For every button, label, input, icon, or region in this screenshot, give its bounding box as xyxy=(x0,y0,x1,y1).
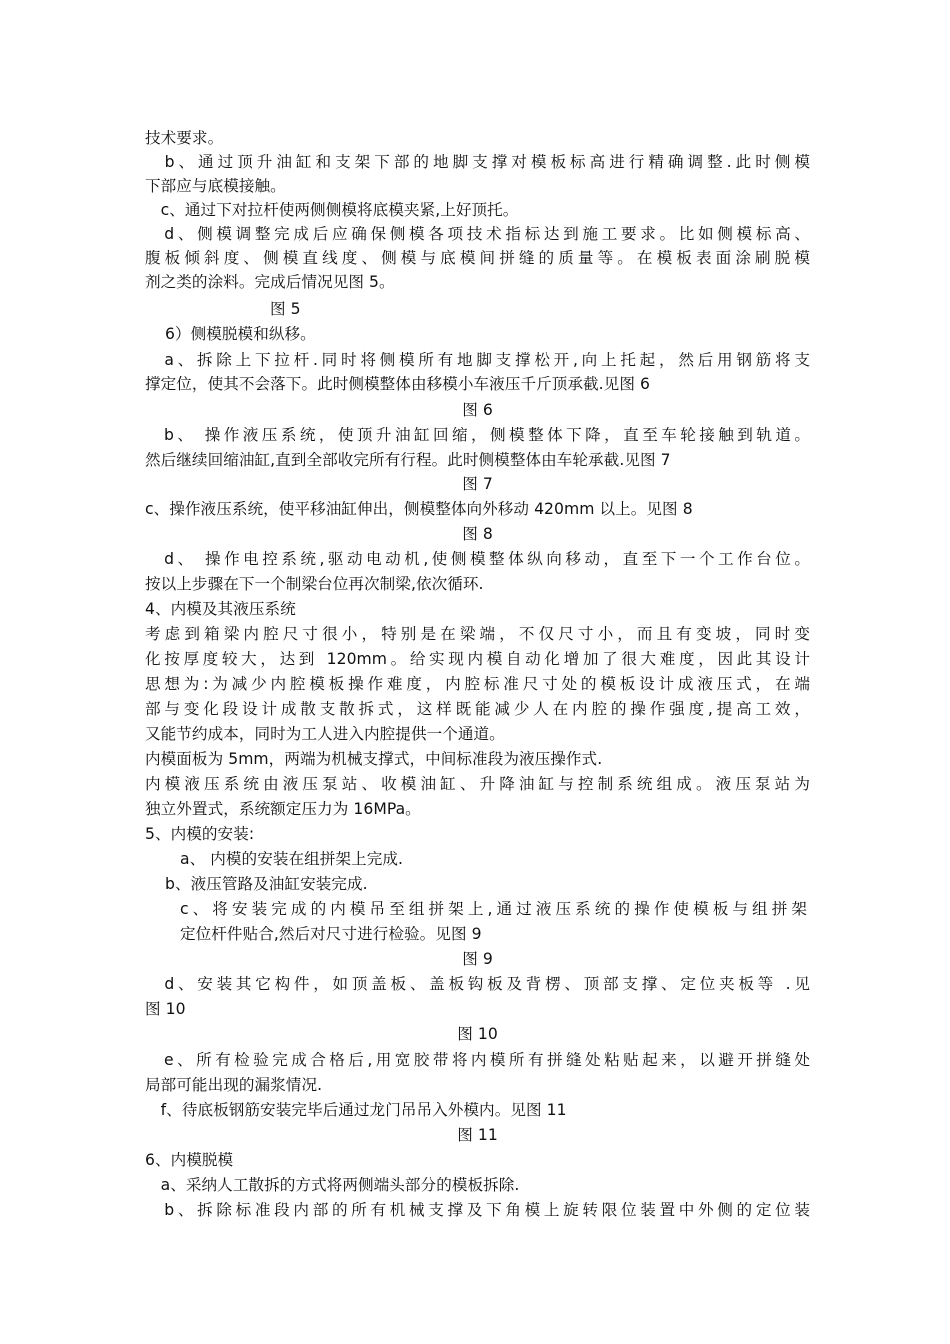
text-line: 化按厚度较大，达到 120mm。给实现内模自动化增加了很大难度，因此其设计 xyxy=(145,650,810,668)
text-line: 内模面板为 5mm，两端为机械支撑式，中间标准段为液压操作式. xyxy=(145,750,603,768)
text-line: 内模液压系统由液压泵站、收模油缸、升降油缸与控制系统组成。液压泵站为 xyxy=(145,775,810,793)
text-line: b、通过顶升油缸和支架下部的地脚支撑对模板标高进行精确调整.此时侧模 xyxy=(145,153,810,171)
text-line: 然后继续回缩油缸,直到全部收完所有行程。此时侧模整体由车轮承截.见图 7 xyxy=(145,451,671,469)
text-line: b、拆除标准段内部的所有机械支撑及下角模上旋转限位装置中外侧的定位装 xyxy=(145,1201,810,1219)
text-line: 下部应与底模接触。 xyxy=(145,177,286,195)
text-line: 独立外置式，系统额定压力为 16MPa。 xyxy=(145,800,421,818)
figure-caption: 图 7 xyxy=(462,475,493,493)
text-line: a、拆除上下拉杆.同时将侧模所有地脚支撑松开,向上托起，然后用钢筋将支 xyxy=(145,351,810,369)
text-line: 定位杆件贴合,然后对尺寸进行检验。见图 9 xyxy=(180,925,482,943)
text-line: b、 操作液压系统，使顶升油缸回缩，侧模整体下降，直至车轮接触到轨道。 xyxy=(145,426,810,444)
figure-caption: 图 10 xyxy=(457,1025,498,1043)
text-line: e、所有检验完成合格后,用宽胶带将内模所有拼缝处粘贴起来，以避开拼缝处 xyxy=(145,1051,810,1069)
text-line: a、采纳人工散拆的方式将两侧端头部分的模板拆除. xyxy=(145,1176,520,1194)
text-line: 腹板倾斜度、侧模直线度、侧模与底模间拼缝的质量等。在模板表面涂刷脱模 xyxy=(145,249,810,267)
text-line: 部与变化段设计成散支散拆式，这样既能减少人在内腔的操作强度,提高工效， xyxy=(145,700,810,718)
text-line: c、通过下对拉杆使两侧侧模将底模夹紧,上好顶托。 xyxy=(145,201,519,219)
text-line: d、 操作电控系统,驱动电动机,使侧模整体纵向移动，直至下一个工作台位。 xyxy=(145,550,810,568)
text-line: c、操作液压系统，使平移油缸伸出，侧模整体向外移动 420mm 以上。见图 8 xyxy=(145,500,693,518)
section-heading: 6、内模脱模 xyxy=(145,1151,234,1169)
text-line: d、安装其它构件，如顶盖板、盖板钩板及背楞、顶部支撑、定位夹板等 .见 xyxy=(145,975,810,993)
text-line: 技术要求。 xyxy=(145,129,224,147)
text-line: d、侧模调整完成后应确保侧模各项技术指标达到施工要求。比如侧模标高、 xyxy=(145,225,810,243)
section-heading: 4、内模及其液压系统 xyxy=(145,600,296,618)
figure-caption: 图 5 xyxy=(270,300,301,318)
text-line: 撑定位，使其不会落下。此时侧模整体由移模小车液压千斤顶承截.见图 6 xyxy=(145,375,650,393)
figure-caption: 图 6 xyxy=(462,401,493,419)
text-line: 局部可能出现的漏浆情况. xyxy=(145,1076,323,1094)
text-line: f、待底板钢筋安装完毕后通过龙门吊吊入外模内。见图 11 xyxy=(145,1101,567,1119)
text-line: 考虑到箱梁内腔尺寸很小，特别是在梁端，不仅尺寸小，而且有变坡，同时变 xyxy=(145,625,810,643)
text-line: c、将安装完成的内模吊至组拼架上,通过液压系统的操作使模板与组拼架 xyxy=(180,900,807,918)
text-line: 按以上步骤在下一个制梁台位再次制梁,依次循环. xyxy=(145,575,484,593)
figure-caption: 图 11 xyxy=(457,1126,498,1144)
section-heading: 5、内模的安装: xyxy=(145,825,255,843)
section-heading: 6）侧模脱模和纵移。 xyxy=(165,325,316,343)
text-line: 又能节约成本，同时为工人进入内腔提供一个通道。 xyxy=(145,725,505,743)
text-line: a、 内模的安装在组拼架上完成. xyxy=(180,850,403,868)
figure-caption: 图 8 xyxy=(462,525,493,543)
text-line: b、液压管路及油缸安装完成. xyxy=(165,875,368,893)
text-line: 思想为:为减少内腔模板操作难度，内腔标准尺寸处的模板设计成液压式，在端 xyxy=(145,675,810,693)
text-line: 图 10 xyxy=(145,1000,186,1018)
text-line: 剂之类的涂料。完成后情况见图 5。 xyxy=(145,273,395,291)
figure-caption: 图 9 xyxy=(462,950,493,968)
